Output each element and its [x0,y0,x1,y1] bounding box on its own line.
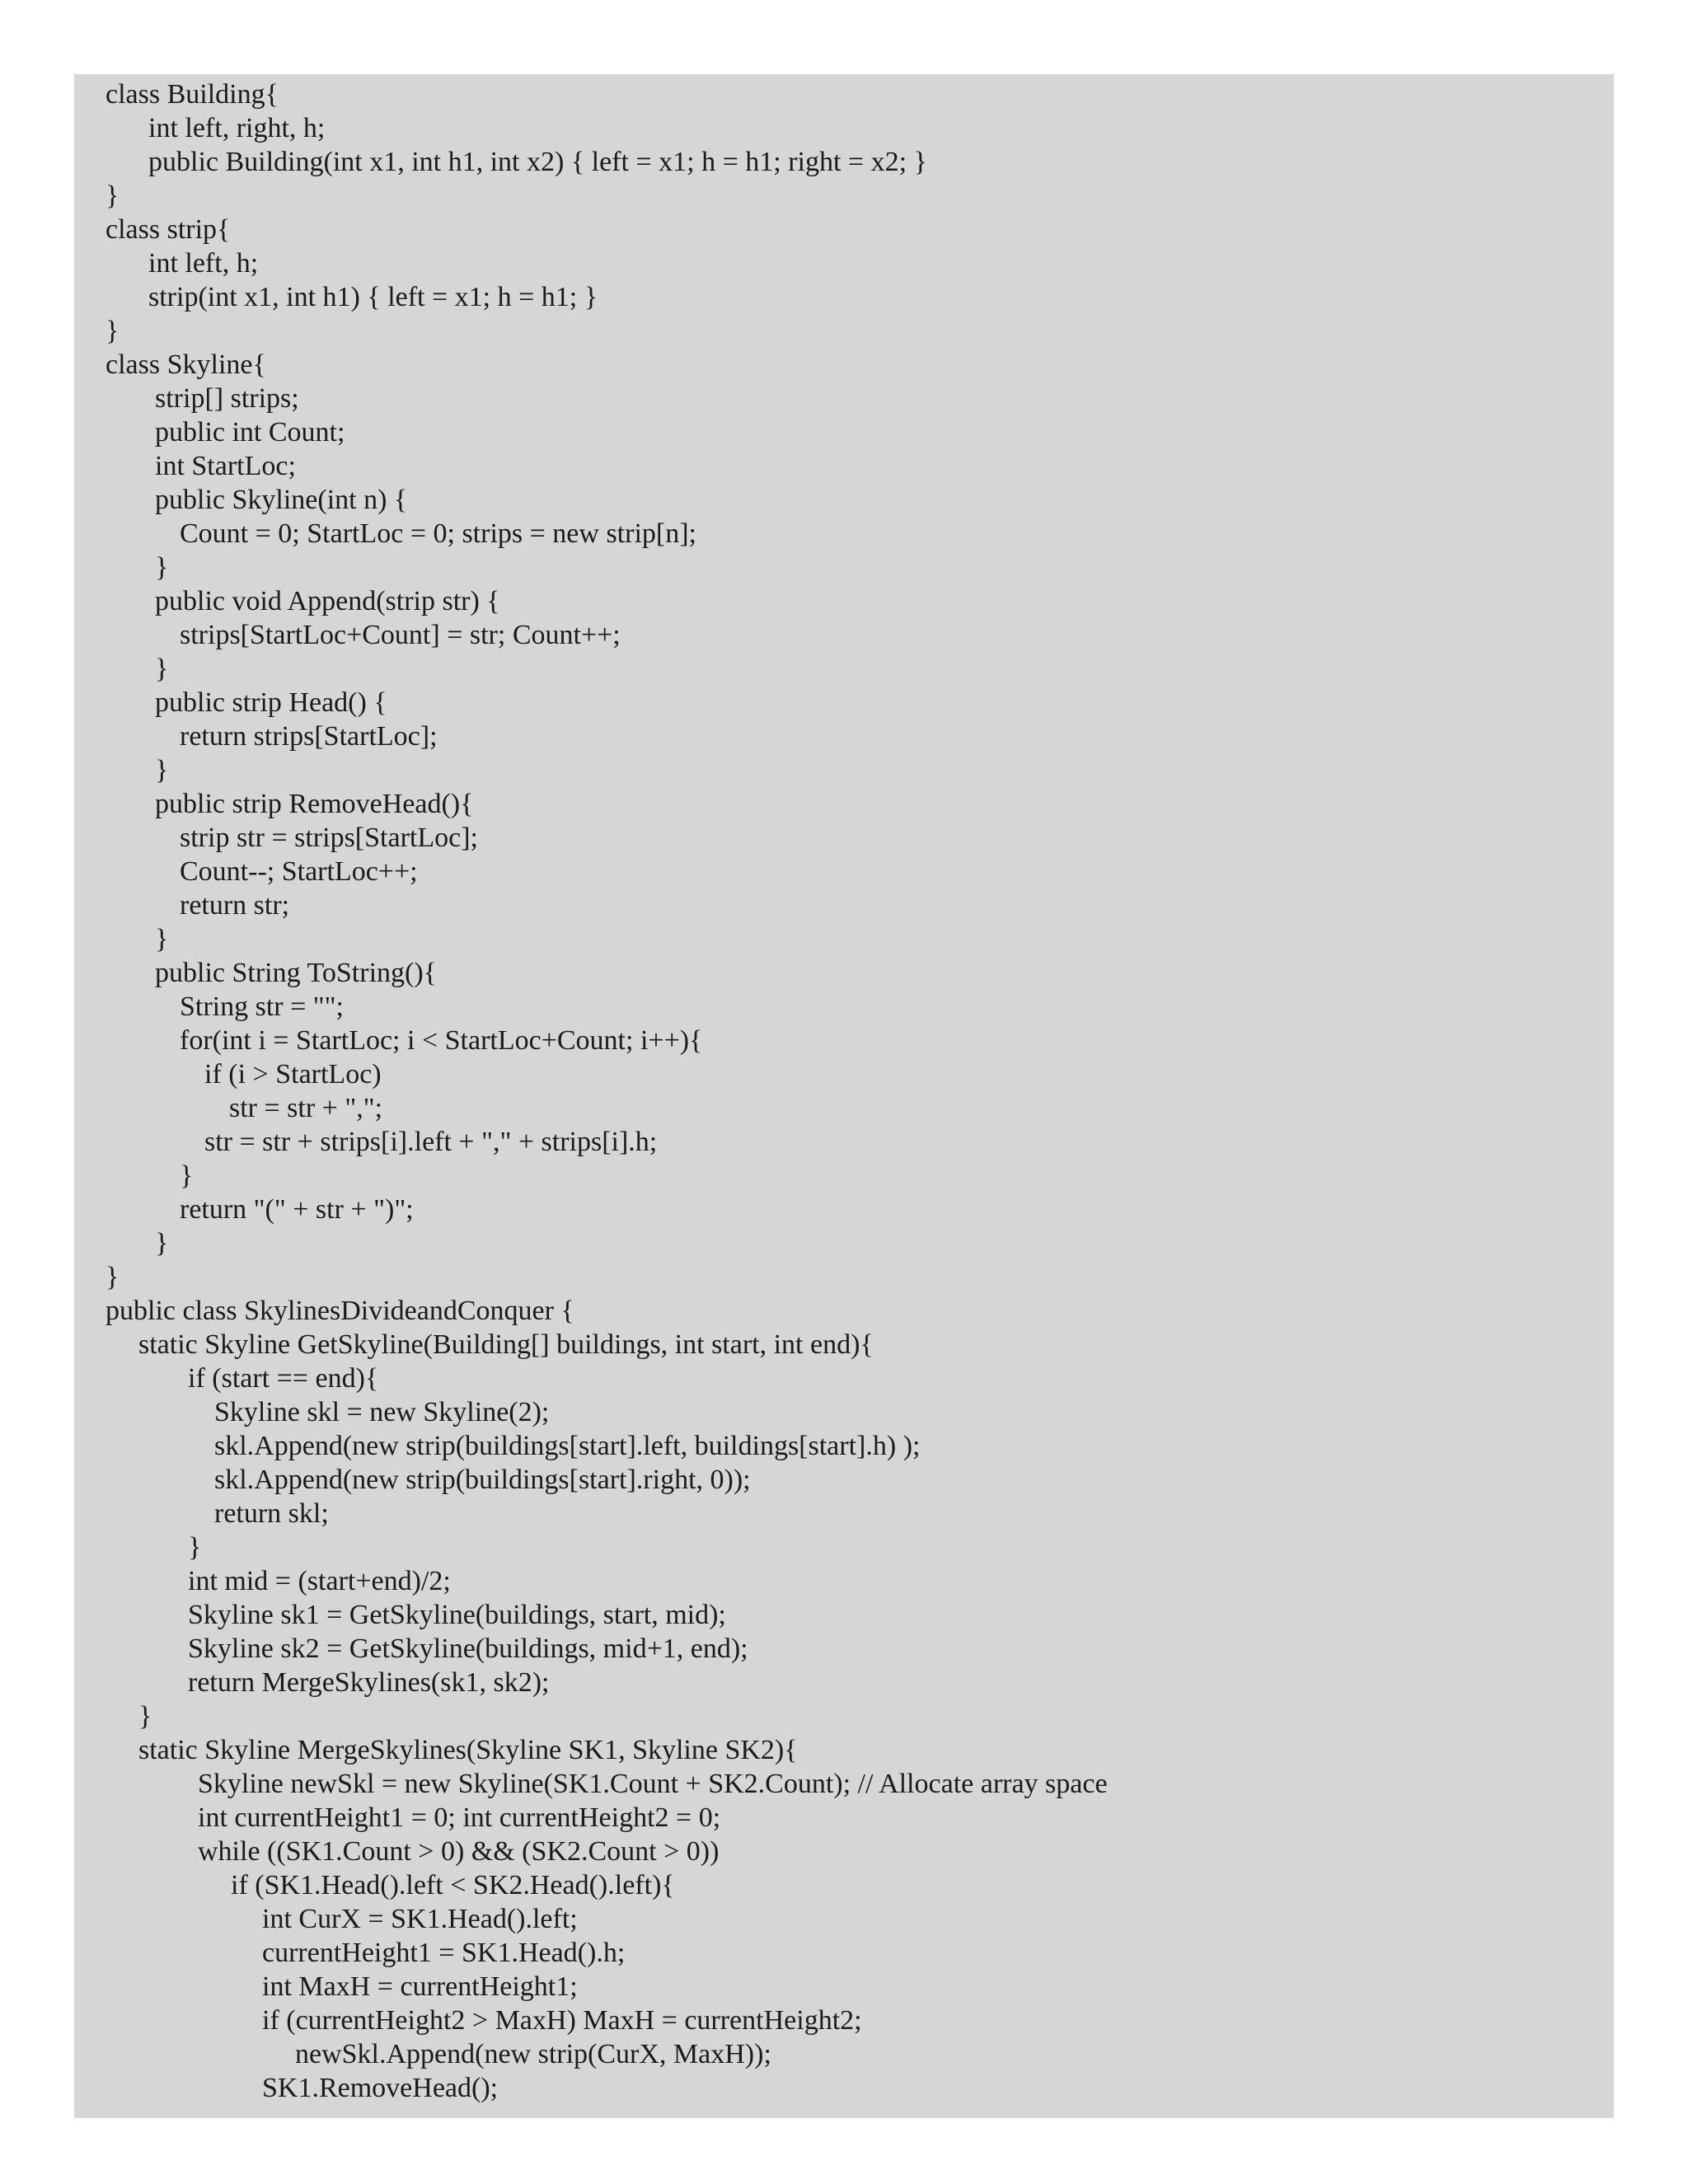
code-line: } [138,1701,152,1732]
code-line: Skyline sk2 = GetSkyline(buildings, mid+1, end); [188,1633,748,1664]
code-line: strip(int x1, int h1) { left = x1; h = h1; } [148,282,598,312]
code-line: if (i > StartLoc) [204,1059,382,1090]
code-line: currentHeight1 = SK1.Head().h; [262,1938,626,1968]
code-line: } [155,755,169,785]
code-line: return MergeSkylines(sk1, sk2); [188,1667,550,1698]
code-line: } [180,1160,194,1191]
code-line: strips[StartLoc+Count] = str; Count++; [180,620,621,650]
code-line: class Building{ [106,79,279,110]
code-line: return skl; [214,1498,329,1529]
code-line: public strip RemoveHead(){ [155,789,474,819]
code-line: public Building(int x1, int h1, int x2) { left = x1; h = h1; right = x2; } [148,147,927,177]
code-line: public class SkylinesDivideandConquer { [106,1296,574,1326]
code-lines [74,77,1614,2105]
code-line: int left, right, h; [148,113,326,143]
code-line: } [188,1532,202,1563]
code-line: int currentHeight1 = 0; int currentHeight2 = 0; [198,1802,721,1833]
code-line: } [155,552,169,583]
code-line: } [106,180,120,211]
code-line: static Skyline GetSkyline(Building[] buildings, int start, int end){ [138,1329,874,1360]
code-line: int MaxH = currentHeight1; [262,1971,578,2002]
code-line: public Skyline(int n) { [155,485,408,515]
code-line: public String ToString(){ [155,958,437,988]
code-line: return str; [180,890,290,921]
code-line: return "(" + str + ")"; [180,1194,414,1225]
code-line: newSkl.Append(new strip(CurX, MaxH)); [295,2039,771,2069]
code-line: if (SK1.Head().left < SK2.Head().left){ [231,1870,675,1900]
code-line: public strip Head() { [155,687,387,718]
code-line: } [155,924,169,954]
code-line: int StartLoc; [155,451,296,481]
code-listing [74,74,1614,2118]
code-line: for(int i = StartLoc; i < StartLoc+Count; i++){ [180,1025,703,1056]
code-line: return strips[StartLoc]; [180,721,438,752]
code-line: str = str + strips[i].left + "," + strips[i].h; [204,1127,658,1157]
code-line: class Skyline{ [106,349,266,380]
code-line: Count--; StartLoc++; [180,856,418,887]
code-line: int CurX = SK1.Head().left; [262,1904,578,1934]
code-line: } [106,316,120,346]
code-line: String str = ""; [180,991,345,1022]
code-line: strip[] strips; [155,383,299,414]
code-line: Skyline skl = new Skyline(2); [214,1397,550,1427]
code-line: int mid = (start+end)/2; [188,1566,451,1596]
code-line: skl.Append(new strip(buildings[start].right, 0)); [214,1465,751,1495]
code-line: strip str = strips[StartLoc]; [180,823,478,853]
code-line: public void Append(strip str) { [155,586,500,616]
code-line: while ((SK1.Count > 0) && (SK2.Count > 0)) [198,1836,720,1867]
code-line: Count = 0; StartLoc = 0; strips = new strip[n]; [180,518,696,549]
code-line: class strip{ [106,214,231,245]
code-line: if (start == end){ [188,1363,379,1394]
code-line: int left, h; [148,248,259,279]
code-line: } [155,654,169,684]
code-line: } [155,1228,169,1258]
code-line: SK1.RemoveHead(); [262,2073,499,2103]
code-line: public int Count; [155,417,345,448]
code-line: Skyline sk1 = GetSkyline(buildings, start, mid); [188,1600,726,1630]
code-line: str = str + ","; [229,1093,383,1123]
code-line: if (currentHeight2 > MaxH) MaxH = currentHeight2; [262,2005,862,2036]
code-line: static Skyline MergeSkylines(Skyline SK1, Skyline SK2){ [138,1735,798,1765]
code-line: } [106,1262,120,1292]
code-line: skl.Append(new strip(buildings[start].left, buildings[start].h) ); [214,1431,921,1461]
code-line: Skyline newSkl = new Skyline(SK1.Count + SK2.Count); // Allocate array space [198,1769,1108,1799]
